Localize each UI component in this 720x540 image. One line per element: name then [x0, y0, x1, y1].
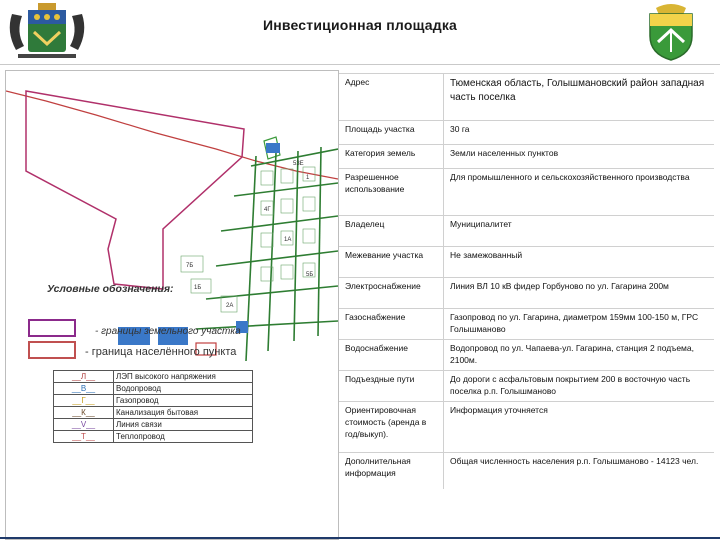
site-map[interactable]: [5, 70, 339, 540]
info-value: Общая численность населения р.п. Голышманово - 14123 чел.: [444, 453, 715, 490]
legend-label: Газопровод: [114, 395, 253, 407]
header-divider: [0, 64, 720, 65]
legend-label: Водопровод: [114, 383, 253, 395]
site-info-table: [339, 73, 714, 489]
info-row: [339, 169, 714, 216]
info-key: Электроснабжение: [339, 278, 444, 309]
info-key: Адрес: [339, 74, 444, 121]
legend-symbol: __К__: [54, 407, 114, 419]
info-value: До дороги с асфальтовым покрытием 200 в восточную часть поселка р.п. Голышманово: [444, 371, 715, 402]
plot-boundary-label: - границы земельного участка: [95, 326, 241, 337]
info-value: Водопровод по ул. Чапаева-ул. Гагарина, станция 2 подъема, 2100м.: [444, 340, 715, 371]
info-row: [339, 371, 714, 402]
info-value: Земли населенных пунктов: [444, 145, 715, 169]
map-label: 53Е: [293, 161, 304, 167]
map-label: 1: [306, 175, 310, 181]
info-row: [339, 216, 714, 247]
plot-boundary-swatch: [28, 319, 76, 337]
legend-symbol: __Т__: [54, 431, 114, 443]
info-row: [339, 74, 714, 121]
map-label: 2А: [226, 303, 234, 309]
info-value: Газопровод по ул. Гагарина, диаметром 159мм 100-150 м, ГРС Голышманово: [444, 309, 715, 340]
golyshmanovo-coat-of-arms-icon: [640, 0, 702, 62]
info-key: Подъездные пути: [339, 371, 444, 402]
legend-row: [54, 371, 253, 383]
info-value: Линия ВЛ 10 кВ фидер Горбуново по ул. Гагарина 200м: [444, 278, 715, 309]
info-value: Муниципалитет: [444, 216, 715, 247]
legend-row: [54, 431, 253, 443]
info-key: Межевание участка: [339, 247, 444, 278]
page-title: Инвестиционная площадка: [262, 17, 458, 33]
info-value: 30 га: [444, 121, 715, 145]
map-label: 7Б: [186, 263, 194, 269]
info-row: [339, 247, 714, 278]
map-label: 5Б: [306, 272, 314, 278]
info-key: Разрешенное использование: [339, 169, 444, 216]
info-key: Площадь участка: [339, 121, 444, 145]
legend-symbol: __Л__: [54, 371, 114, 383]
legend-row: [54, 419, 253, 431]
map-label: 1А: [284, 237, 292, 243]
map-label: 1Б: [194, 285, 202, 291]
network-legend: [53, 370, 253, 443]
info-key: Водоснабжение: [339, 340, 444, 371]
legend-title: Условные обозначения:: [47, 283, 174, 295]
legend-label: ЛЭП высокого напряжения: [114, 371, 253, 383]
legend-row: [54, 383, 253, 395]
legend-row: [54, 407, 253, 419]
legend-label: Линия связи: [114, 419, 253, 431]
footer-divider: [0, 537, 720, 539]
info-key: Газоснабжение: [339, 309, 444, 340]
info-value: Не замежованный: [444, 247, 715, 278]
info-row: [339, 340, 714, 371]
info-key: Владелец: [339, 216, 444, 247]
info-key: Дополнительная информация: [339, 453, 444, 490]
info-value: Тюменская область, Голышмановский район западная часть поселка: [444, 74, 715, 121]
info-key: Ориентировочная стоимость (аренда в год/выкуп).: [339, 402, 444, 453]
map-label: 4Г: [264, 207, 271, 213]
info-value: Для промышленного и сельскохозяйственного производства: [444, 169, 715, 216]
legend-symbol: __Г__: [54, 395, 114, 407]
info-row: [339, 278, 714, 309]
info-row: [339, 402, 714, 453]
info-row: [339, 121, 714, 145]
legend-symbol: __В__: [54, 383, 114, 395]
settlement-boundary-swatch: [28, 341, 76, 359]
settlement-boundary-label: - граница населённого пункта: [85, 346, 237, 358]
info-row: [339, 145, 714, 169]
legend-label: Теплопровод: [114, 431, 253, 443]
info-row: [339, 453, 714, 490]
legend-label: Канализация бытовая: [114, 407, 253, 419]
info-key: Категория земель: [339, 145, 444, 169]
legend-row: [54, 395, 253, 407]
info-value: Информация уточняется: [444, 402, 715, 453]
info-row: [339, 309, 714, 340]
tyumen-coat-of-arms-icon: [4, 2, 90, 60]
legend-symbol: __V__: [54, 419, 114, 431]
